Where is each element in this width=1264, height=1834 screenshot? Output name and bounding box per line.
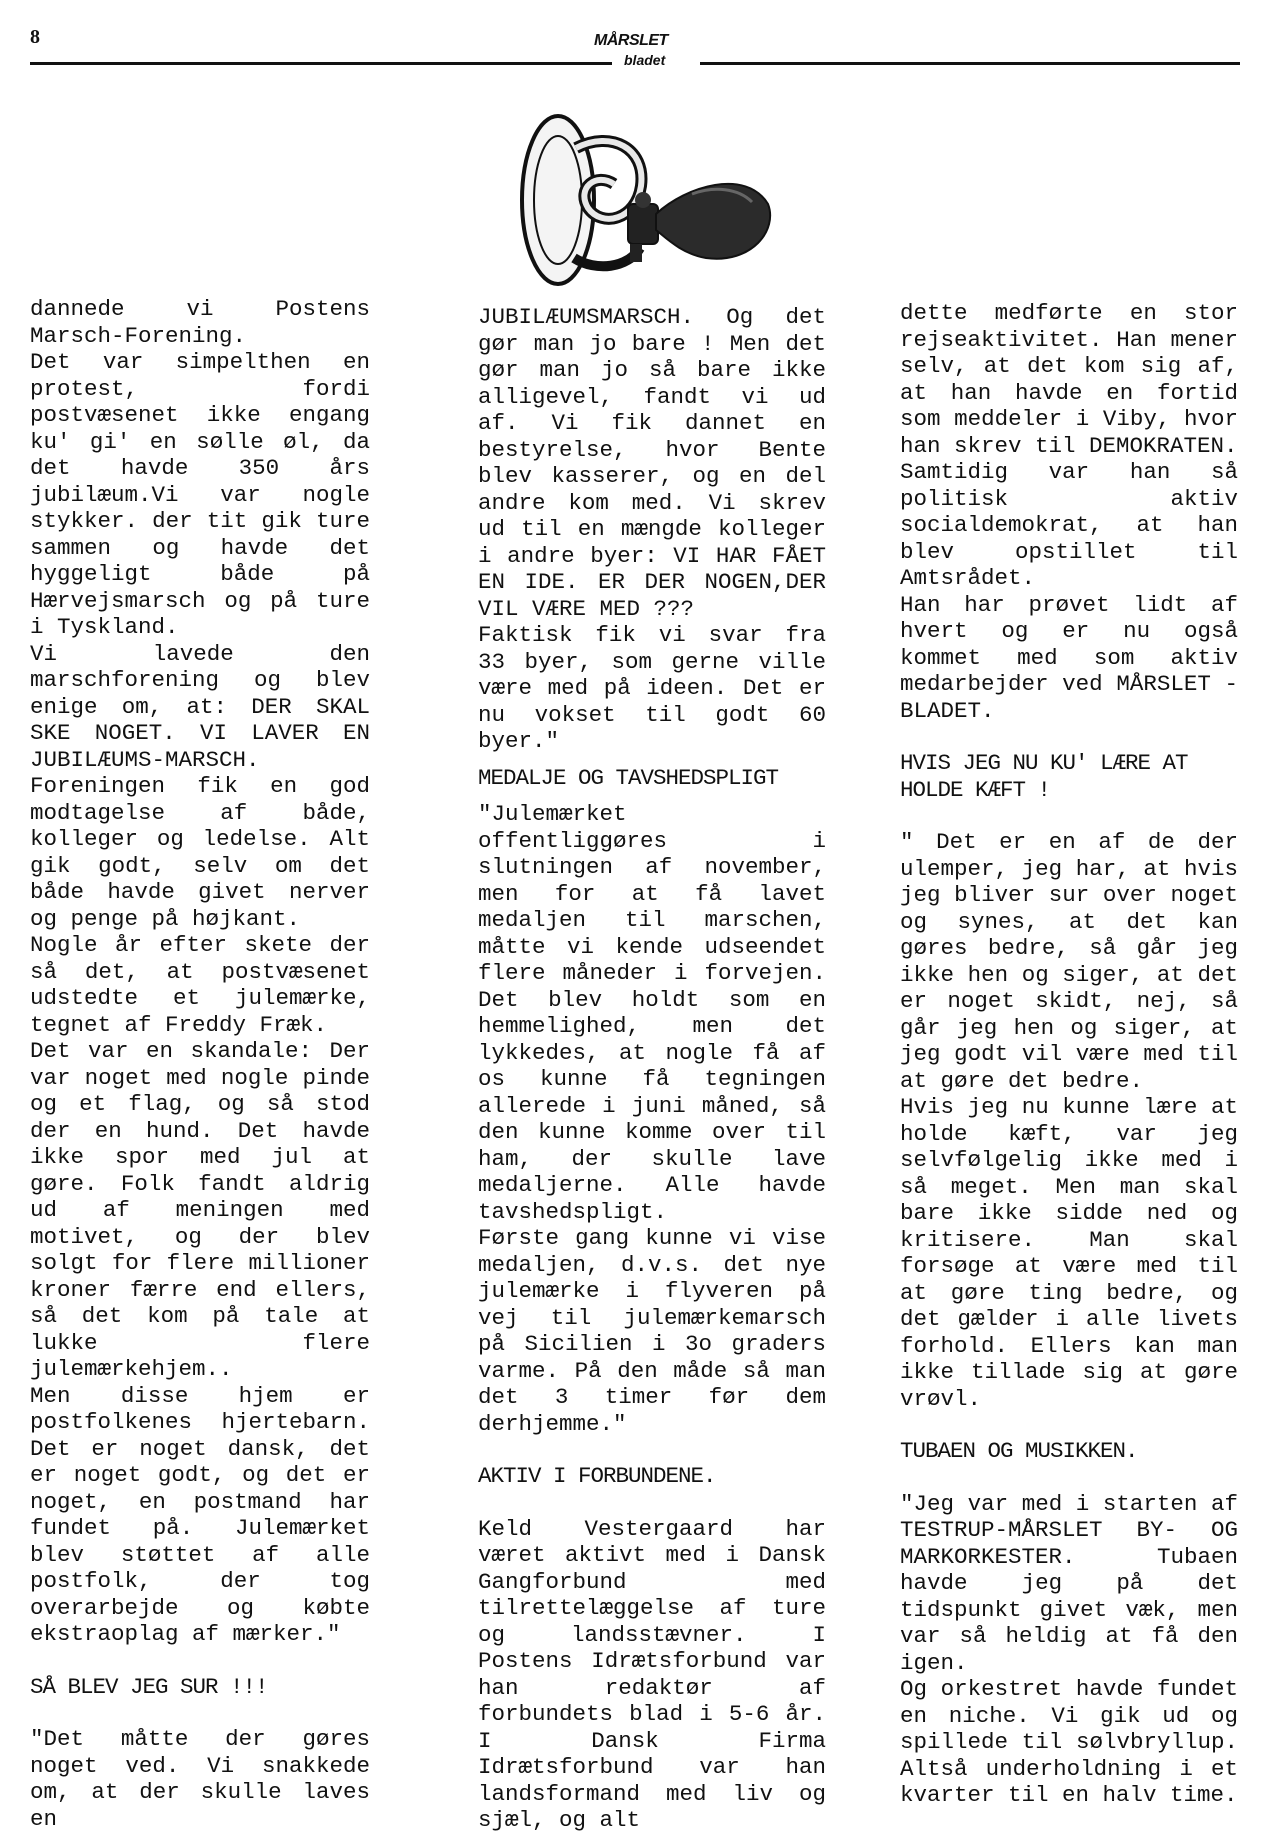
paragraph: Han har prøvet lidt af hvert og er nu også kommet med som aktiv medarbejder ved MÅRSLET - BLADET. bbox=[900, 591, 1238, 724]
paragraph: Det var en skandale: Der var noget med nogle pinde og et flag, og så stod der en hund. Det havde ikke spor med jul at gøre. Folk fandt aldrig ud af meningen med motivet, og der blev solgt for flere millioner kroner færre end ellers, så det kom på tale at lukke flere julemærkehjem.. bbox=[30, 1038, 370, 1382]
paragraph: Keld Vestergaard har været aktivt med i Dansk Gangforbund med tilrettelæggelse af ture og landsstævner. I Postens Idrætsforbund var han redaktør af forbundets blad i 5-6 år. I Dansk Firma Idrætsforbund var han landsformand med liv og sjæl, og alt bbox=[478, 1515, 826, 1833]
paragraph: Og orkestret havde fundet en niche. Vi gik ud og spillede til sølvbryllup. Altså underholdning i et kvarter til en halv time. bbox=[900, 1676, 1238, 1808]
paragraph: Det var simpelthen en protest, fordi postvæsenet ikke engang ku' gi' en sølle øl, da det havde 350 års jubilæum.Vi var nogle stykker. der tit gik ture sammen og havde det hyggeligt både på Hærvejsmarsch og på ture i Tyskland. bbox=[30, 349, 370, 640]
header-rule-right bbox=[700, 62, 1240, 65]
header-rule-left bbox=[30, 62, 612, 65]
article-column-3 bbox=[900, 300, 1238, 1809]
paragraph: Hvis jeg nu kunne lære at holde kæft, var jeg selvfølgelig ikke med i så meget. Men man skal bare ikke sidde ned og kritisere. Man skal forsøge at være med til at gøre ting bedre, og det gælder i alle livets forhold. Ellers kan man ikke tillade sig at gøre vrøvl. bbox=[900, 1094, 1238, 1412]
paragraph: dannede vi Postens Marsch-Forening. bbox=[30, 296, 370, 349]
paragraph: Første gang kunne vi vise medaljen, d.v.s. det nye julemærke i flyveren på vej til julemærkemarsch på Sicilien i 3o graders varme. På den måde så man det 3 timer før dem derhjemme." bbox=[478, 1225, 826, 1437]
masthead-title: MÅRSLET bbox=[594, 32, 668, 49]
paragraph: Vi lavede den marschforening og blev enige om, at: DER SKAL SKE NOGET. VI LAVER EN JUBILÆUMS-MARSCH. Foreningen fik en god modtagelse af både, kolleger og ledelse. Alt gik godt, selv om det både havde givet nerver og penge på højkant. bbox=[30, 640, 370, 932]
paragraph: Men disse hjem er postfolkenes hjertebarn. Det er noget dansk, det er noget godt, og det er noget, en postmand har fundet på. Julemærket blev støttet af alle postfolk, der tog overarbejde og købte ekstraoplag af mærker." bbox=[30, 1382, 370, 1647]
paragraph: Nogle år efter skete der så det, at postvæsenet udstedte et julemærke, tegnet af Freddy Fræk. bbox=[30, 932, 370, 1038]
page-number: 8 bbox=[30, 26, 40, 48]
paragraph: Samtidig var han så politisk aktiv socialdemokrat, at han blev opstillet til Amtsrådet. bbox=[900, 459, 1238, 591]
article-column-2 bbox=[478, 304, 826, 1834]
bulb-horn-icon bbox=[516, 108, 776, 293]
paragraph: JUBILÆUMSMARSCH. Og det gør man jo bare ! Men det gør man jo så bare ikke alligevel, fandt vi ud af. Vi fik dannet en bestyrelse, hvor Bente blev kasserer, og en del andre kom med. Vi skrev ud til en mængde kolleger i andre byer: VI HAR FÅET EN IDE. ER DER NOGEN,DER VIL VÆRE MED ??? bbox=[478, 304, 826, 622]
masthead-logo bbox=[594, 30, 690, 74]
paragraph: Faktisk fik vi svar fra 33 byer, som gerne ville være med på ideen. Det er nu vokset til godt 60 byer." bbox=[478, 622, 826, 754]
section-heading: MEDALJE OG TAVSHEDSPLIGT bbox=[478, 764, 779, 791]
paragraph: "Jeg var med i starten af TESTRUP-MÅRSLET BY- OG MARKORKESTER. Tubaen havde jeg på det tidspunkt givet væk, men var så heldig at få den igen. bbox=[900, 1490, 1238, 1676]
section-heading: HVIS JEG NU KU' LÆRE AT HOLDE KÆFT ! bbox=[900, 750, 1188, 803]
article-column-1 bbox=[30, 296, 370, 1832]
paragraph: "Julemærket offentliggøres i slutningen af november, men for at få lavet medaljen til marschen, måtte vi kende udseendet flere måneder i forvejen. Det blev holdt som en hemmelighed, men det lykkedes, at nogle få af os kunne få tegningen allerede i juni måned, så den kunne komme over til ham, der skulle lave medaljerne. Alle havde tavshedspligt. bbox=[478, 801, 826, 1225]
section-heading: SÅ BLEV JEG SUR !!! bbox=[30, 1673, 268, 1700]
paragraph: " Det er en af de der ulemper, jeg har, at hvis jeg bliver sur over noget og synes, at det kan gøres bedre, så går jeg ikke hen og siger, at det er noget skidt, nej, så går jeg hen og siger, at jeg godt vil være med til at gøre det bedre. bbox=[900, 829, 1238, 1094]
paragraph: dette medførte en stor rejseaktivitet. Han mener selv, at det kom sig af, at han havde en fortid som meddeler i Viby, hvor han skrev til DEMOKRATEN. bbox=[900, 300, 1238, 459]
paragraph: "Det måtte der gøres noget ved. Vi snakkede om, at der skulle laves en bbox=[30, 1726, 370, 1832]
masthead-subtitle: bladet bbox=[624, 52, 666, 68]
section-heading: TUBAEN OG MUSIKKEN. bbox=[900, 1438, 1138, 1464]
section-heading: AKTIV I FORBUNDENE. bbox=[478, 1463, 716, 1489]
